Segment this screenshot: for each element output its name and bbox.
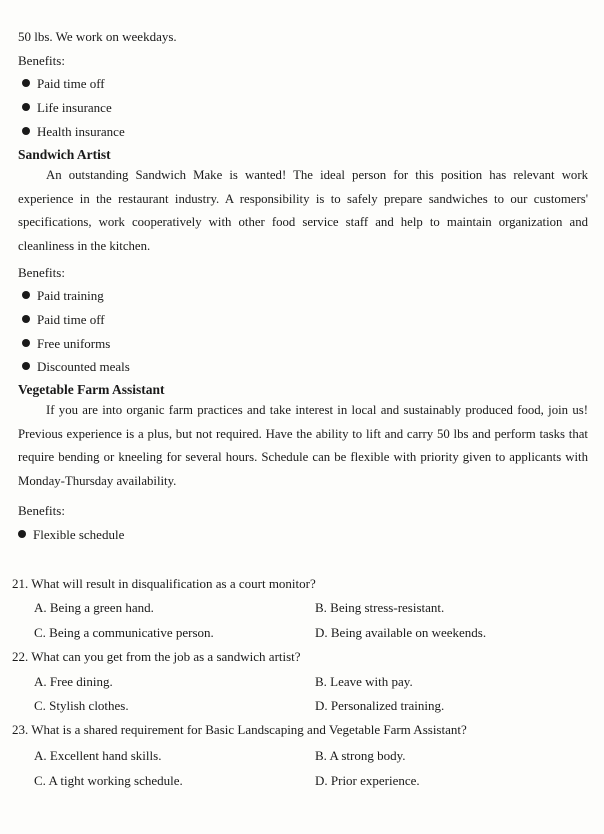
benefits-label: Benefits: xyxy=(18,53,65,68)
benefit-item xyxy=(22,335,110,353)
description-text: An outstanding Sandwich Make is wanted! The ideal person for this position has relevant work experience in the restaurant industry. A responsibility is to safely prepare sandwiches to our customers' specifications, work cooperatively with other food service staff and help to maintain organization and cleanliness in the kitchen. xyxy=(18,168,588,253)
continued-text-line: 50 lbs. We work on weekdays. xyxy=(18,29,177,44)
option-21-a: A. Being a green hand. xyxy=(34,600,154,615)
bullet-dot-icon xyxy=(22,127,30,135)
option-21-c: C. Being a communicative person. xyxy=(34,625,214,640)
benefit-item xyxy=(18,526,124,544)
option-23-b: B. A strong body. xyxy=(315,748,406,763)
option-23-d: D. Prior experience. xyxy=(315,773,420,788)
description-text: If you are into organic farm practices and take interest in local and sustainably produced food, join us! Previous experience is a plus, but not required. Have the ability to lift and carry 50 lbs and perform tasks that require bending or kneeling for several hours. Schedule can be flexible with priority given to applicants with Monday-Thursday availability. xyxy=(18,403,588,488)
benefits-label: Benefits: xyxy=(18,265,65,280)
bullet-dot-icon xyxy=(22,103,30,111)
option-22-d: D. Personalized training. xyxy=(315,698,445,713)
question-22: 22. What can you get from the job as a sandwich artist? xyxy=(12,649,301,664)
bullet-dot-icon xyxy=(22,339,30,347)
option-22-b: B. Leave with pay. xyxy=(315,674,413,689)
option-23-c: C. A tight working schedule. xyxy=(34,773,183,788)
benefit-text: Health insurance xyxy=(37,124,125,139)
benefit-item xyxy=(22,99,112,117)
benefit-text: Paid training xyxy=(37,288,104,303)
benefit-item xyxy=(22,75,105,93)
option-23-a: A. Excellent hand skills. xyxy=(34,748,162,763)
benefits-label: Benefits: xyxy=(18,503,65,518)
option-21-d: D. Being available on weekends. xyxy=(315,625,487,640)
job-title-sandwich-artist: Sandwich Artist xyxy=(18,147,111,162)
benefit-text: Paid time off xyxy=(37,312,105,327)
bullet-dot-icon xyxy=(22,291,30,299)
bullet-dot-icon xyxy=(22,79,30,87)
benefit-item xyxy=(22,311,105,329)
option-21-b: B. Being stress-resistant. xyxy=(315,600,445,615)
benefit-text: Flexible schedule xyxy=(33,527,125,542)
benefit-item xyxy=(22,123,125,141)
option-22-a: A. Free dining. xyxy=(34,674,113,689)
job-title-vegetable-farm-assistant: Vegetable Farm Assistant xyxy=(18,382,165,397)
benefit-text: Free uniforms xyxy=(37,336,111,351)
bleed-through-watermark xyxy=(200,82,362,112)
job-description-sandwich-artist xyxy=(18,164,588,258)
job-description-vegetable-farm-assistant xyxy=(18,399,588,493)
bullet-dot-icon xyxy=(18,530,26,538)
benefit-item xyxy=(22,358,130,376)
bullet-dot-icon xyxy=(22,362,30,370)
benefit-text: Discounted meals xyxy=(37,359,130,374)
question-21: 21. What will result in disqualification as a court monitor? xyxy=(12,576,316,591)
option-22-c: C. Stylish clothes. xyxy=(34,698,129,713)
benefit-text: Life insurance xyxy=(37,100,112,115)
question-23: 23. What is a shared requirement for Basic Landscaping and Vegetable Farm Assistant? xyxy=(12,722,467,737)
benefit-item xyxy=(22,287,104,305)
benefit-text: Paid time off xyxy=(37,76,105,91)
bullet-dot-icon xyxy=(22,315,30,323)
